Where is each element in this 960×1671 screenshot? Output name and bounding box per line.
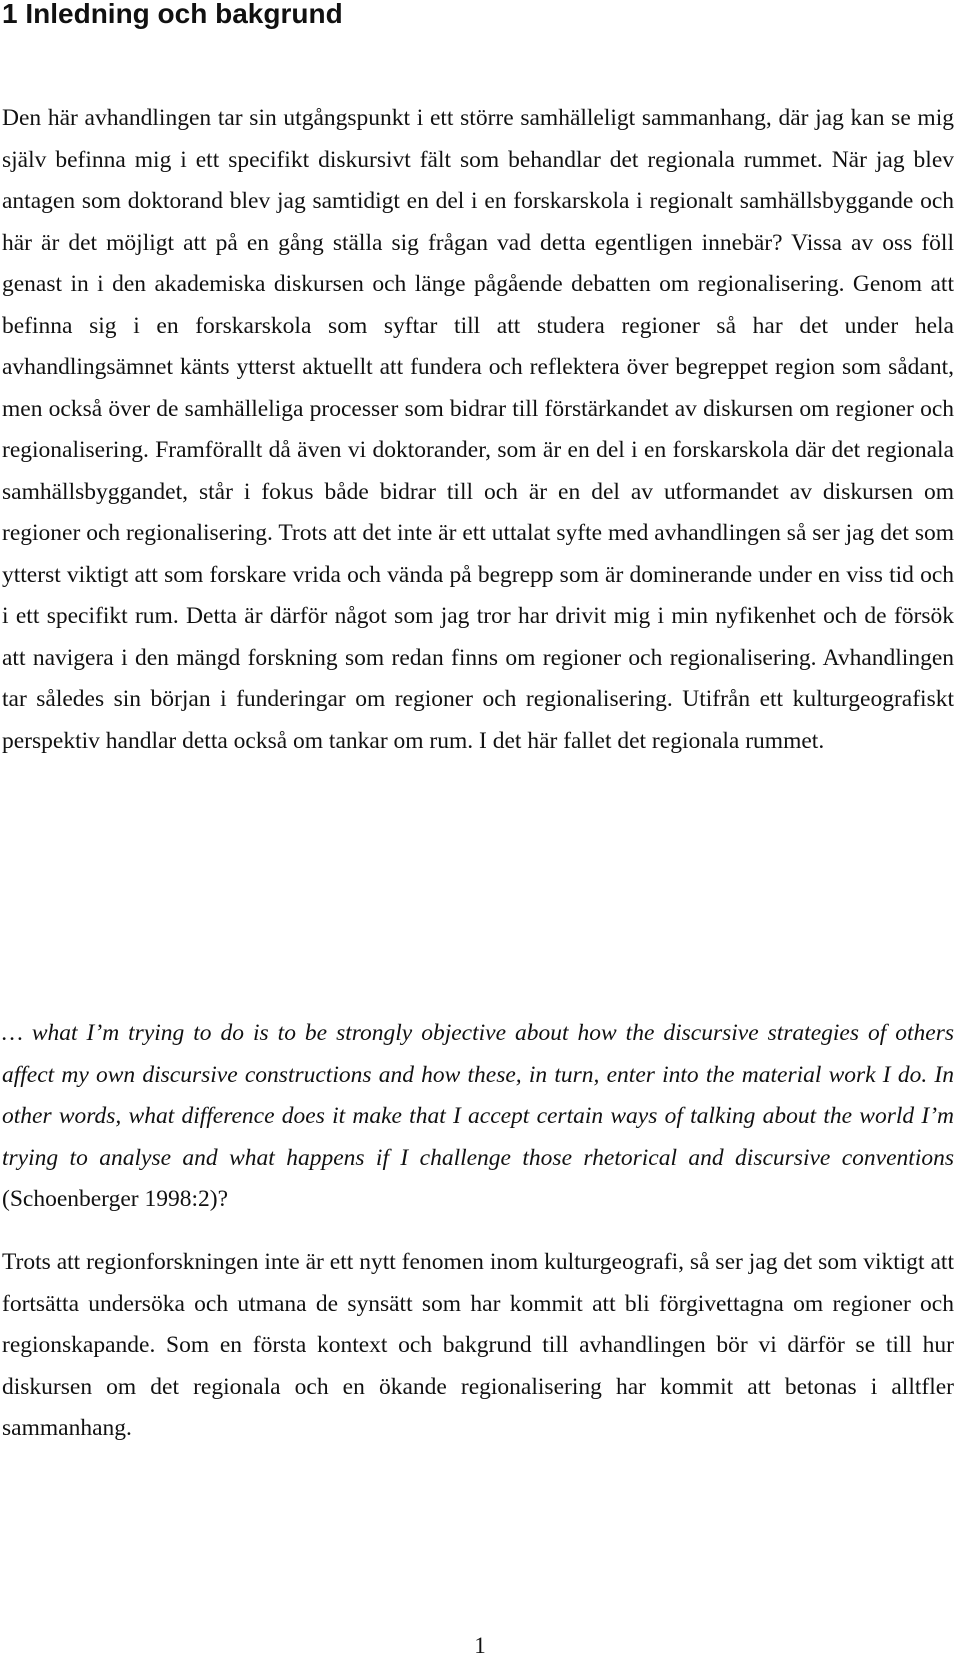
quote-text: … what I’m trying to do is to be strongly objective about how the discursive strategies of others affect my own discursive constructions and how these, in turn, enter into the material work I do. In other words, what difference does it make that I accept certain ways of talking about the world I’m trying to analyse and what happens if I challenge those rhetorical and discursive conventions [2, 1020, 954, 1171]
block-quote [2, 1013, 954, 1221]
closing-paragraph: Trots att regionforskningen inte är ett nytt fenomen inom kulturgeografi, så ser jag det som viktigt att fortsätta undersöka och utmana de synsätt som har kommit att bli förgivettagna om regioner och regionskapande. Som en första kontext och bakgrund till avhandlingen bör vi därför se till hur diskursen om det regionala och en ökande regionalisering har kommit att betonas i alltfler sammanhang. [2, 1249, 954, 1441]
chapter-heading: 1 Inledning och bakgrund [2, 0, 343, 29]
page-number: 1 [474, 1633, 486, 1658]
intro-paragraph: Den här avhandlingen tar sin utgångspunkt i ett större samhälleligt sammanhang, där jag kan se mig själv befinna mig i ett specifikt diskursivt fält som behandlar det regionala rummet. När jag blev antagen som doktorand blev jag samtidigt en del i en forskarskola i regionalt samhällsbyggande och här är det möjligt att på en gång ställa sig frågan vad detta egentligen innebär? Vissa av oss föll genast in i den akademiska diskursen och länge pågående debatten om regionalisering. Genom att befinna sig i en forskarskola som syftar till att studera regioner så har det under hela avhandlingsämnet känts ytterst aktuellt att fundera och reflektera över begreppet region som sådant, men också över de samhälleliga processer som bidrar till förstärkandet av diskursen om regioner och regionalisering. Framförallt då även vi doktorander, som är en del i en forskarskola där det regionala samhällsbyggandet, står i fokus både bidrar till och är en del av utformandet av diskursen om regioner och regionalisering. Trots att det inte är ett uttalat syfte med avhandlingen så ser jag det som ytterst viktigt att som forskare vrida och vända på begrepp som är dominerande under en viss tid och i ett specifikt rum. Detta är därför något som jag tror har drivit mig i min nyfikenhet och de försök att navigera i den mängd forskning som redan finns om regioner och regionalisering. Avhandlingen tar således sin början i funderingar om regioner och regionalisering. Utifrån ett kulturgeografiskt perspektiv handlar detta också om tankar om rum. I det här fallet det regionala rummet. [2, 105, 954, 754]
quote-citation: (Schoenberger 1998:2)? [2, 1186, 229, 1212]
